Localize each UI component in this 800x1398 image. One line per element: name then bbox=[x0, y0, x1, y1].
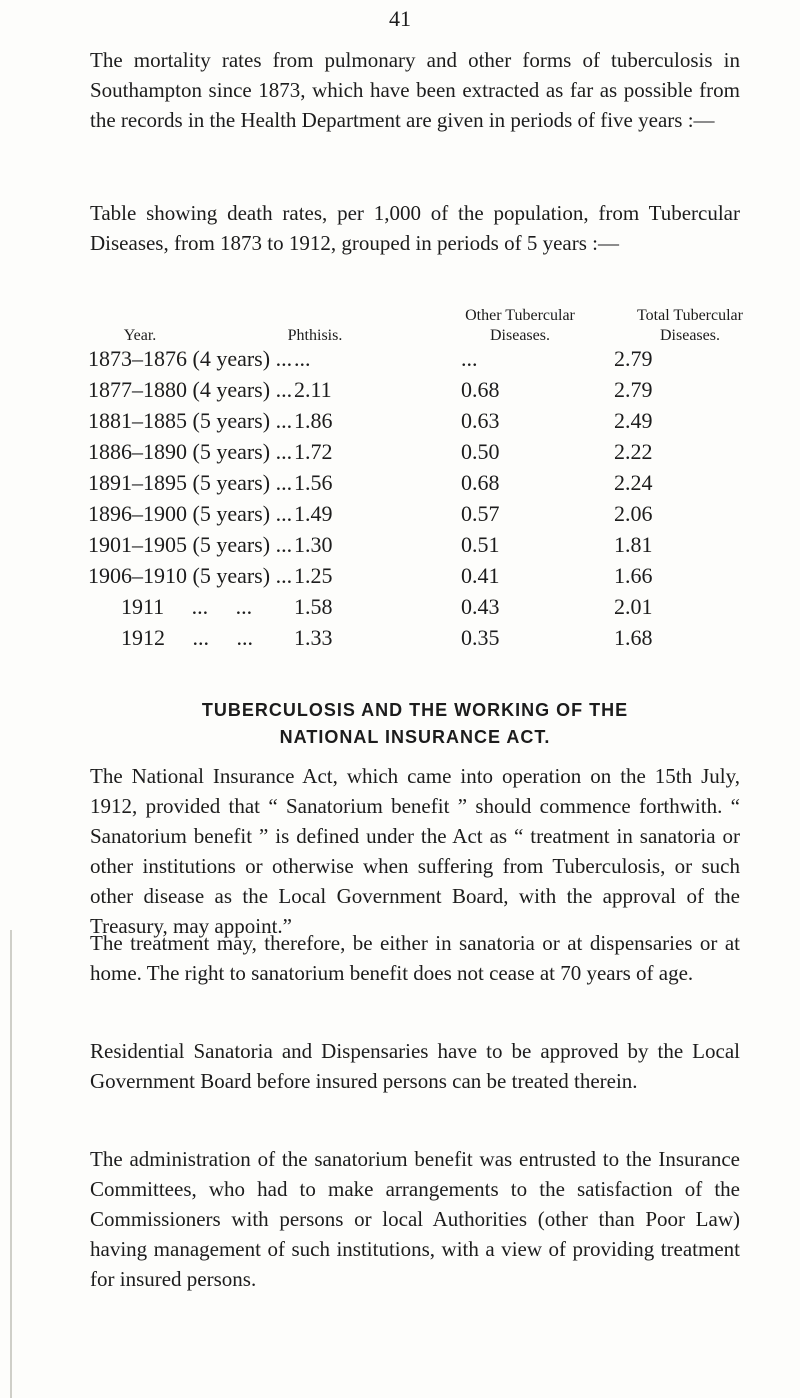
table-row bbox=[88, 344, 768, 374]
section-heading-line2: NATIONAL INSURANCE ACT. bbox=[279, 727, 551, 747]
cell-total: 2.06 bbox=[614, 501, 653, 526]
cell-year: 1896–1900 (5 years) ... bbox=[88, 501, 293, 526]
table-row bbox=[88, 561, 768, 591]
table-row bbox=[88, 375, 768, 405]
header-phthisis-label: Phthisis. bbox=[287, 327, 343, 344]
cell-year: 1901–1905 (5 years) ... bbox=[88, 532, 293, 557]
cell-phthisis: 1.33 bbox=[294, 625, 333, 650]
cell-other: 0.50 bbox=[461, 439, 500, 464]
cell-other: 0.63 bbox=[461, 408, 500, 433]
table-row bbox=[88, 499, 768, 529]
cell-total: 2.01 bbox=[614, 594, 653, 619]
header-other-line2: Diseases. bbox=[490, 327, 550, 344]
body-paragraph: Residential Sanatoria and Dispensaries have to be approved by the Local Government Board before insured persons can be treated therein. bbox=[90, 1039, 740, 1093]
binding-edge-shadow bbox=[10, 930, 12, 1398]
section-heading-line1: TUBERCULOSIS AND THE WORKING OF THE bbox=[201, 700, 629, 720]
cell-year: 1891–1895 (5 years) ... bbox=[88, 470, 293, 495]
cell-other: 0.43 bbox=[461, 594, 500, 619]
cell-year: 1881–1885 (5 years) ... bbox=[88, 408, 293, 433]
cell-year: 1911 ... ... bbox=[88, 594, 253, 619]
cell-phthisis: 1.25 bbox=[294, 563, 333, 588]
cell-phthisis: 1.72 bbox=[294, 439, 333, 464]
cell-total: 1.66 bbox=[614, 563, 653, 588]
cell-total: 2.49 bbox=[614, 408, 653, 433]
table-row bbox=[88, 592, 768, 622]
table-row bbox=[88, 468, 768, 498]
cell-phthisis: 1.58 bbox=[294, 594, 333, 619]
cell-year: 1886–1890 (5 years) ... bbox=[88, 439, 293, 464]
cell-other: 0.51 bbox=[461, 532, 500, 557]
intro-paragraph: The mortality rates from pulmonary and other forms of tuberculosis in Southampton since 1873, which have been extracted as far as possible from the records in the Health Department are given in periods of five years :— bbox=[90, 48, 740, 132]
body-paragraph: The National Insurance Act, which came into operation on the 15th July, 1912, provided that “ Sanatorium benefit ” should commence forthwith. “ Sanatorium benefit ” is defined under the Act as “ treatment in sanatoria or other institutions or otherwise when suffering from Tuberculosis, or such other disease as the Local Government Board, with the approval of the Treasury, may appoint.” bbox=[90, 764, 740, 938]
cell-other: 0.41 bbox=[461, 563, 500, 588]
header-year bbox=[100, 306, 180, 346]
cell-phthisis: 1.86 bbox=[294, 408, 333, 433]
table-row bbox=[88, 437, 768, 467]
cell-other: 0.35 bbox=[461, 625, 500, 650]
cell-total: 2.79 bbox=[614, 346, 653, 371]
header-other-line1: Other Tubercular bbox=[465, 307, 575, 324]
table-caption: Table showing death rates, per 1,000 of the population, from Tubercular Diseases, from 1873 to 1912, grouped in periods of 5 years :— bbox=[90, 201, 740, 255]
cell-phthisis: 1.56 bbox=[294, 470, 333, 495]
cell-other: 0.68 bbox=[461, 470, 500, 495]
cell-other: ... bbox=[461, 346, 478, 371]
cell-phthisis: 1.30 bbox=[294, 532, 333, 557]
header-phthisis bbox=[260, 306, 370, 346]
cell-phthisis: 1.49 bbox=[294, 501, 333, 526]
cell-phthisis: 2.11 bbox=[294, 377, 332, 402]
table-row bbox=[88, 530, 768, 560]
cell-phthisis: ... bbox=[294, 346, 311, 371]
cell-total: 1.81 bbox=[614, 532, 653, 557]
cell-total: 2.22 bbox=[614, 439, 653, 464]
page-number: 41 bbox=[389, 6, 411, 31]
body-paragraph: The treatment may, therefore, be either in sanatoria or at dispensaries or at home. The right to sanatorium benefit does not cease at 70 years of age. bbox=[90, 931, 740, 985]
cell-total: 1.68 bbox=[614, 625, 653, 650]
cell-other: 0.57 bbox=[461, 501, 500, 526]
cell-total: 2.24 bbox=[614, 470, 653, 495]
cell-year: 1906–1910 (5 years) ... bbox=[88, 563, 293, 588]
table-row bbox=[88, 623, 768, 653]
cell-total: 2.79 bbox=[614, 377, 653, 402]
header-total-line1: Total Tubercular bbox=[637, 307, 743, 324]
header-total-tubercular bbox=[590, 306, 790, 346]
body-paragraph: The administration of the sanatorium benefit was entrusted to the Insurance Committees, who had to make arrangements to the satisfaction of the Commissioners with persons or local Authorities (other than Poor Law) having management of such institutions, with a view of providing treatment for insured persons. bbox=[90, 1147, 740, 1291]
cell-year: 1873–1876 (4 years) ... bbox=[88, 346, 293, 371]
cell-year: 1877–1880 (4 years) ... bbox=[88, 377, 293, 402]
cell-year: 1912 ... ... bbox=[88, 625, 253, 650]
cell-other: 0.68 bbox=[461, 377, 500, 402]
header-total-line2: Diseases. bbox=[660, 327, 720, 344]
header-year-label: Year. bbox=[123, 327, 157, 344]
table-row bbox=[88, 406, 768, 436]
